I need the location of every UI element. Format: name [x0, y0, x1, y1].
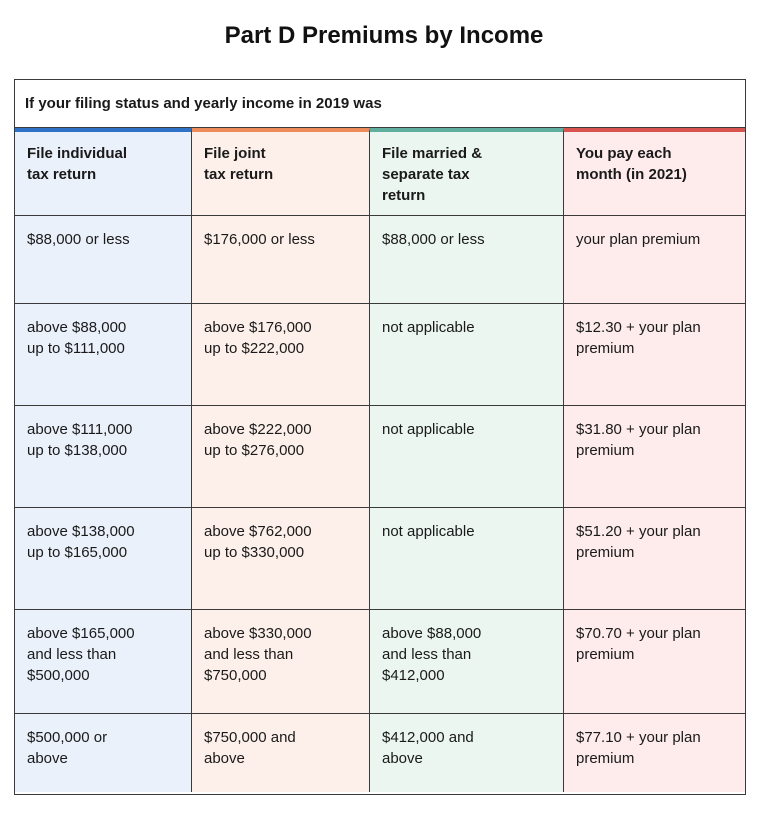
table-cell-joint: above $762,000 up to $330,000	[192, 508, 370, 610]
table-cell-payment: $70.70 + your plan premium	[564, 610, 745, 714]
table-cell-payment: $31.80 + your plan premium	[564, 406, 745, 508]
table-cell-joint: above $330,000 and less than $750,000	[192, 610, 370, 714]
table-cell-joint: above $222,000 up to $276,000	[192, 406, 370, 508]
premium-table	[14, 79, 746, 795]
table-cell-payment: $51.20 + your plan premium	[564, 508, 745, 610]
header-you-pay: You pay each month (in 2021)	[564, 128, 745, 216]
table-cell-individual: above $165,000 and less than $500,000	[15, 610, 192, 714]
table-cell-individual: $500,000 or above	[15, 714, 192, 792]
table-cell-joint: above $176,000 up to $222,000	[192, 304, 370, 406]
table-cell-joint: $176,000 or less	[192, 216, 370, 304]
table-cell-individual: above $111,000 up to $138,000	[15, 406, 192, 508]
table-caption: If your filing status and yearly income in 2019 was	[15, 80, 745, 128]
page-title: Part D Premiums by Income	[224, 22, 544, 49]
table-cell-individual: $88,000 or less	[15, 216, 192, 304]
table-grid	[15, 128, 745, 792]
table-cell-separate: not applicable	[370, 406, 564, 508]
table-cell-separate: not applicable	[370, 304, 564, 406]
table-cell-joint: $750,000 and above	[192, 714, 370, 792]
table-cell-separate: not applicable	[370, 508, 564, 610]
table-cell-payment: $77.10 + your plan premium	[564, 714, 745, 792]
table-cell-separate: $412,000 and above	[370, 714, 564, 792]
header-individual: File individual tax return	[15, 128, 192, 216]
table-cell-separate: $88,000 or less	[370, 216, 564, 304]
header-married-separate: File married & separate tax return	[370, 128, 564, 216]
table-cell-individual: above $138,000 up to $165,000	[15, 508, 192, 610]
table-cell-individual: above $88,000 up to $111,000	[15, 304, 192, 406]
header-joint: File joint tax return	[192, 128, 370, 216]
table-cell-payment: your plan premium	[564, 216, 745, 304]
table-cell-payment: $12.30 + your plan premium	[564, 304, 745, 406]
table-cell-separate: above $88,000 and less than $412,000	[370, 610, 564, 714]
